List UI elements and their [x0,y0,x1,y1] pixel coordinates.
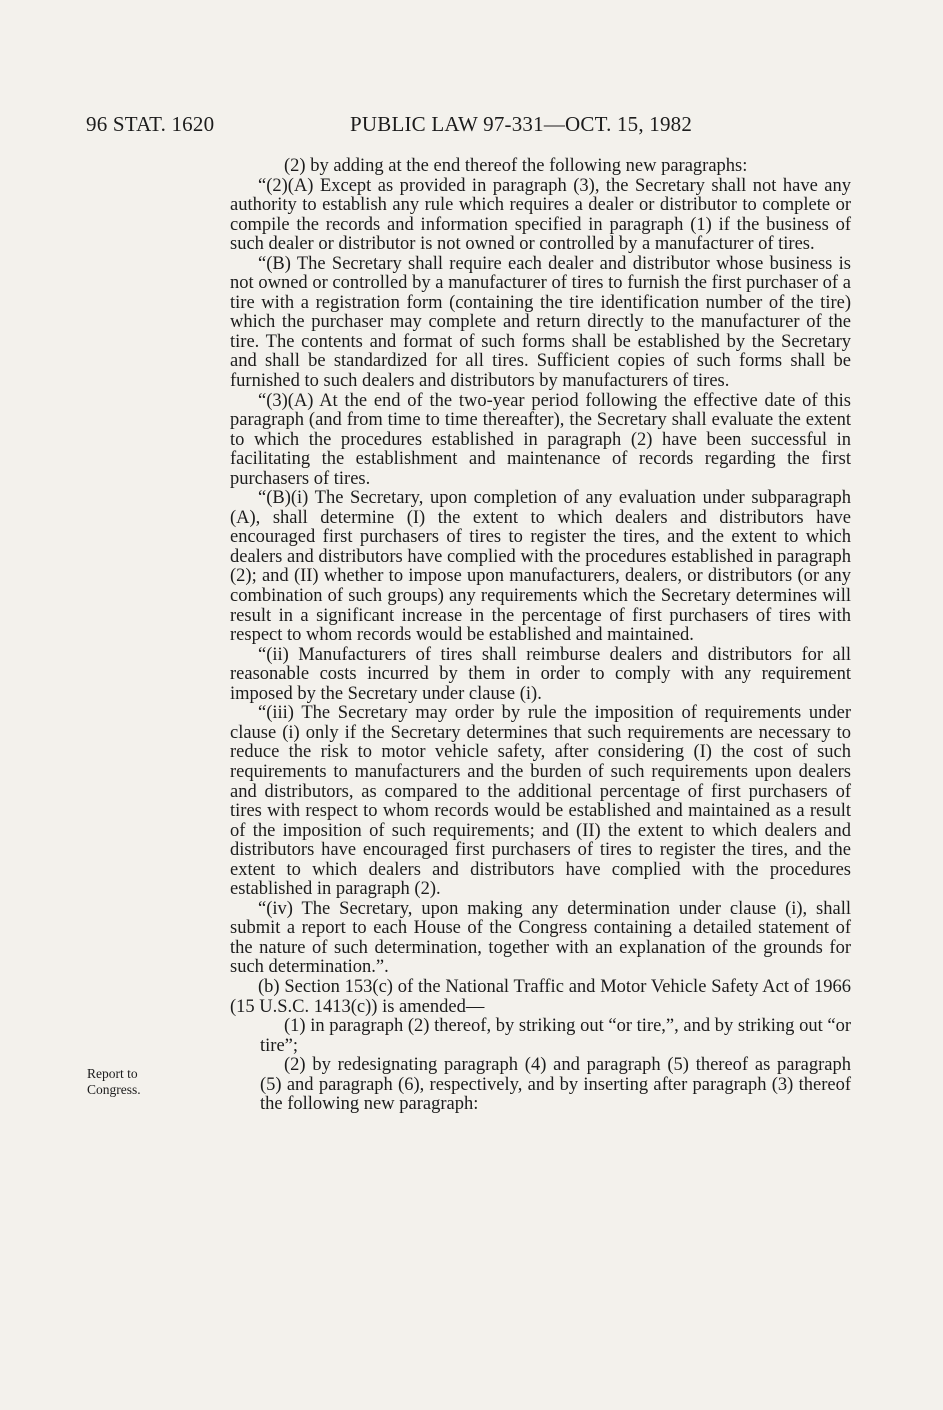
body-text [230,157,851,1115]
public-law-title: PUBLIC LAW 97-331—OCT. 15, 1982 [350,112,693,136]
paragraph: “(3)(A) At the end of the two-year period following the effective date of this paragraph (and from time to time thereafter), the Secretary shall evaluate the extent to which the procedures established in paragraph (2) have been successful in facilitating the establishment and maintenance of records regarding the first purchasers of tires. [230,390,851,489]
paragraph: “(ii) Manufacturers of tires shall reimburse dealers and distributors for all reasonable costs incurred by them in order to comply with any requirement imposed by the Secretary under clause (i). [230,644,851,704]
amendment-item: (2) by redesignating paragraph (4) and paragraph (5) thereof as paragraph (5) and paragraph (6), respectively, and by inserting after paragraph (3) thereof the following new paragraph: [260,1055,851,1115]
amendment-item: (1) in paragraph (2) thereof, by striking out “or tire,”, and by striking out “or tire”; [260,1016,851,1056]
amendment-item: (2) by adding at the end thereof the following new paragraphs: [284,156,748,176]
statute-citation: 96 STAT. 1620 [86,112,215,136]
paragraph: “(iii) The Secretary may order by rule the imposition of requirements under clause (i) only if the Secretary determines that such requirements are necessary to reduce the risk to motor vehicle safety, after considering (I) the cost of such requirements to manufacturers and the burden of such requirements upon dealers and distributors, as compared to the additional percentage of first purchasers of tires with respect to whom records would be established and maintained as a result of the imposition of such requirements; and (II) the extent to which dealers and distributors have encouraged first purchasers of tires to register the tires, and the extent to which dealers and distributors have complied with the procedures established in paragraph (2). [230,703,851,900]
margin-note-line: Congress. [87,1082,141,1097]
margin-note [87,1066,187,1098]
page-header [86,112,866,142]
paragraph: “(iv) The Secretary, upon making any determination under clause (i), shall submit a report to each House of the Congress containing a detailed statement of the nature of such determination, together with an explanation of the grounds for such determination.”. [230,898,851,978]
paragraph: “(B) The Secretary shall require each dealer and distributor whose business is not owned or controlled by a manufacturer of tires to furnish the first purchaser of a tire with a registration form (containing the tire identification number of the tire) which the purchaser may complete and return directly to the manufacturer of the tire. The contents and format of such forms shall be established by the Secretary and shall be standardized for all tires. Sufficient copies of such forms shall be furnished to such dealers and distributors by manufacturers of tires. [230,253,851,392]
margin-note-line: Report to [87,1066,138,1081]
paragraph: (b) Section 153(c) of the National Traffic and Motor Vehicle Safety Act of 1966 (15 U.S.C. 1413(c)) is amended— [230,976,851,1017]
paragraph: “(B)(i) The Secretary, upon completion of any evaluation under subparagraph (A), shall determine (I) the extent to which dealers and distributors have encouraged first purchasers of tires to register the tires, and the extent to which dealers and distributors have complied with the procedures established in paragraph (2); and (II) whether to impose upon manufacturers, dealers, or distributors (or any combination of such groups) any requirements which the Secretary determines will result in a significant increase in the percentage of first purchasers of tires with respect to whom records would be established and maintained. [230,488,851,646]
paragraph: “(2)(A) Except as provided in paragraph (3), the Secretary shall not have any authority to establish any rule which requires a dealer or distributor to complete or compile the records and information specified in paragraph (1) if the business of such dealer or distributor is not owned or controlled by a manufacturer of tires. [230,175,851,255]
